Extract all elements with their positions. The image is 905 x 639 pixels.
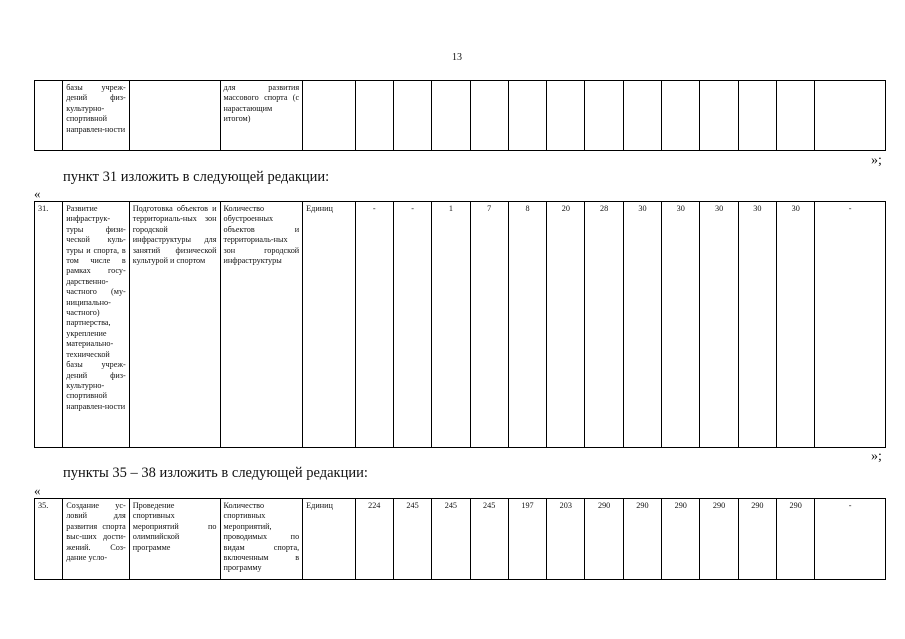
cell-value: 290 (738, 499, 776, 580)
cell-value: 290 (623, 499, 661, 580)
cell-unit: Единиц (303, 202, 355, 448)
cell-value: 28 (585, 202, 623, 448)
cell-value: 30 (738, 202, 776, 448)
continued-table (34, 80, 886, 151)
cell-value (662, 81, 700, 151)
row-31-table (34, 201, 886, 448)
cell-value (777, 81, 815, 151)
cell-value (432, 81, 470, 151)
heading-31: пункт 31 изложить в следующей редакции: (63, 169, 330, 185)
cell-value (585, 81, 623, 151)
cell-value (393, 81, 431, 151)
row-35-table (34, 498, 886, 580)
cell-value: - (355, 202, 393, 448)
page-number: 13 (452, 52, 462, 63)
cell-indicator: для развития массового спорта (с нарастающим итогом) (220, 81, 303, 151)
heading-35-38: пункты 35 – 38 изложить в следующей редакции: (63, 465, 368, 481)
cell-value: 197 (508, 499, 546, 580)
cell-indicator: Количество спортивных мероприятий, проводимых по видам спорта, включенным в программу (220, 499, 303, 580)
cell-value: 224 (355, 499, 393, 580)
cell-last: - (815, 499, 886, 580)
cell-value (700, 81, 738, 151)
cell-value: 30 (662, 202, 700, 448)
cell-value: 290 (777, 499, 815, 580)
cell-unit: Единиц (303, 499, 355, 580)
cell-value (738, 81, 776, 151)
cell-value: 30 (700, 202, 738, 448)
cell-value: 245 (393, 499, 431, 580)
cell-last (815, 81, 886, 151)
cell-name: Развитие инфраструк-туры физи-ческой куль-туры и спорта, в том числе в рамках госу-дарственно-частного (му-ниципально-частного) партнерства, укрепление материально-технической базы учреж-дений физ-культурно-спортивной направлен-ности (63, 202, 130, 448)
cell-indicator: Количество обустроенных объектов и территориаль-ных зон городской инфраструктуры (220, 202, 303, 448)
table-row (35, 81, 886, 151)
end-quote-2: »; (871, 449, 882, 464)
cell-value: 30 (777, 202, 815, 448)
cell-value: 290 (700, 499, 738, 580)
end-quote-1: »; (871, 153, 882, 168)
open-quote-31: « (34, 186, 41, 201)
cell-value: 203 (547, 499, 585, 580)
cell-measure (129, 81, 220, 151)
cell-value (547, 81, 585, 151)
cell-value: 20 (547, 202, 585, 448)
cell-name: Создание ус-ловий для развития спорта выс-ших дости-жений. Соз-дание усло- (63, 499, 130, 580)
cell-unit (303, 81, 355, 151)
cell-value (508, 81, 546, 151)
table-row (35, 202, 886, 448)
cell-value: 290 (585, 499, 623, 580)
cell-value: 8 (508, 202, 546, 448)
cell-value: 245 (470, 499, 508, 580)
cell-value: - (393, 202, 431, 448)
cell-value (470, 81, 508, 151)
open-quote-35: « (34, 483, 41, 498)
cell-measure: Подготовка объектов и территориаль-ных зон городской инфраструктуры для занятий физической культурой и спортом (129, 202, 220, 448)
cell-last: - (815, 202, 886, 448)
cell-name: базы учреж-дений физ-культурно-спортивной направлен-ности (63, 81, 130, 151)
cell-num (35, 81, 63, 151)
table-row (35, 499, 886, 580)
cell-value: 30 (623, 202, 661, 448)
cell-measure: Проведение спортивных мероприятий по олимпийской программе (129, 499, 220, 580)
cell-value: 1 (432, 202, 470, 448)
cell-value: 290 (662, 499, 700, 580)
cell-value: 7 (470, 202, 508, 448)
cell-value (623, 81, 661, 151)
cell-num: 35. (35, 499, 63, 580)
cell-value: 245 (432, 499, 470, 580)
cell-value (355, 81, 393, 151)
cell-num: 31. (35, 202, 63, 448)
